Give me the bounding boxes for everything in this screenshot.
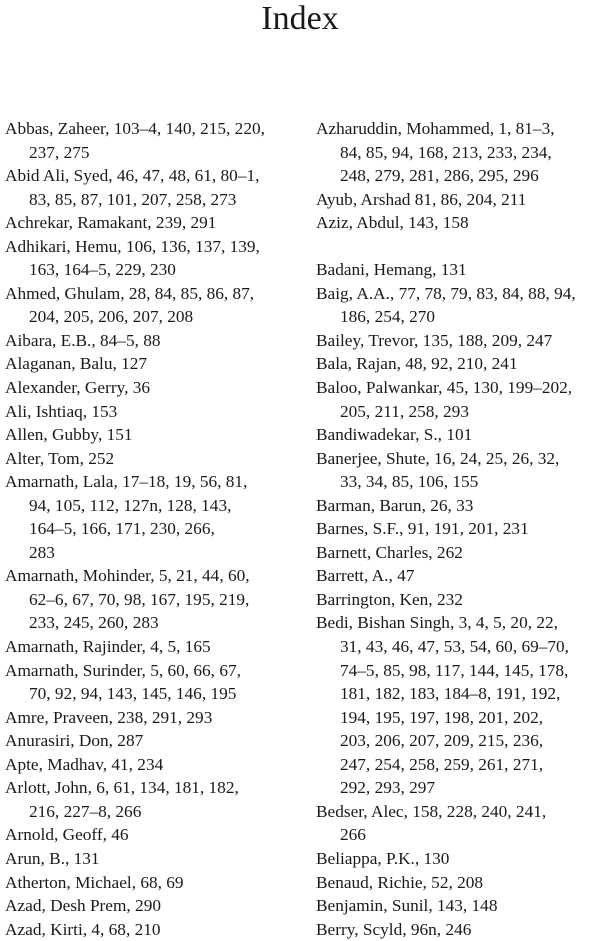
index-entry-continuation: 74–5, 85, 98, 117, 144, 145, 178, xyxy=(340,660,569,680)
index-entry-line: Barnett, Charles, 262 xyxy=(316,542,463,562)
index-entry-continuation: 205, 211, 258, 293 xyxy=(340,401,469,421)
index-entry xyxy=(5,918,297,941)
index-entry xyxy=(5,871,297,895)
index-entry-continuation: 70, 92, 94, 143, 145, 146, 195 xyxy=(29,684,237,704)
index-entry xyxy=(5,352,297,376)
index-entry-line: Apte, Madhav, 41, 234 xyxy=(5,754,164,774)
index-entry xyxy=(5,400,297,424)
index-entry-line: Barman, Barun, 26, 33 xyxy=(316,495,474,515)
index-entry-continuation: 186, 254, 270 xyxy=(340,307,436,327)
index-entry xyxy=(316,517,600,541)
index-entry xyxy=(316,588,600,612)
index-entry-line: Atherton, Michael, 68, 69 xyxy=(5,872,184,892)
index-entry xyxy=(5,470,297,564)
index-entry-line: Bandiwadekar, S., 101 xyxy=(316,425,473,445)
index-entry xyxy=(316,188,600,212)
index-column-right xyxy=(316,117,600,941)
index-entry-line: Aziz, Abdul, 143, 158 xyxy=(316,213,469,233)
index-entry-line: Baig, A.A., 77, 78, 79, 83, 84, 88, 94, xyxy=(316,283,576,303)
index-entry-line: Arnold, Geoff, 46 xyxy=(5,825,129,845)
index-entry-continuation: 283 xyxy=(29,542,55,562)
index-entry xyxy=(5,729,297,753)
index-entry xyxy=(5,117,297,164)
page-title: Index xyxy=(261,0,339,37)
index-entry-line: Beliappa, P.K., 130 xyxy=(316,848,450,868)
index-entry xyxy=(316,800,600,847)
index-entry-line: Allen, Gubby, 151 xyxy=(5,425,133,445)
index-entry xyxy=(5,894,297,918)
index-entry xyxy=(316,423,600,447)
index-entry xyxy=(316,894,600,918)
index-entry-line: Barrington, Ken, 232 xyxy=(316,589,463,609)
index-entry-line: Benaud, Richie, 52, 208 xyxy=(316,872,484,892)
index-entry xyxy=(316,847,600,871)
index-entry-line: Amre, Praveen, 238, 291, 293 xyxy=(5,707,213,727)
index-entry-line: Barrett, A., 47 xyxy=(316,566,415,586)
index-entry-line: Bedi, Bishan Singh, 3, 4, 5, 20, 22, xyxy=(316,613,558,633)
index-entry-line: Barnes, S.F., 91, 191, 201, 231 xyxy=(316,519,529,539)
index-entry-line: Anurasiri, Don, 287 xyxy=(5,731,144,751)
index-entry xyxy=(5,235,297,282)
index-entry xyxy=(5,282,297,329)
index-entry-line: Azad, Kirti, 4, 68, 210 xyxy=(5,919,161,939)
index-entry-continuation: 94, 105, 112, 127n, 128, 143, xyxy=(29,495,232,515)
index-entry xyxy=(316,329,600,353)
index-entry xyxy=(5,823,297,847)
index-entry-continuation: 84, 85, 94, 168, 213, 233, 234, xyxy=(340,142,552,162)
index-entry-continuation: 83, 85, 87, 101, 207, 258, 273 xyxy=(29,189,237,209)
index-entry-line: Abid Ali, Syed, 46, 47, 48, 61, 80–1, xyxy=(5,166,260,186)
index-entry xyxy=(5,635,297,659)
index-entry-line: Bailey, Trevor, 135, 188, 209, 247 xyxy=(316,330,553,350)
index-entry xyxy=(316,117,600,188)
index-entry-continuation: 248, 279, 281, 286, 295, 296 xyxy=(340,166,539,186)
index-entry xyxy=(5,847,297,871)
index-entry-line: Alexander, Gerry, 36 xyxy=(5,378,151,398)
index-entry xyxy=(5,423,297,447)
index-entry-line: Achrekar, Ramakant, 239, 291 xyxy=(5,213,217,233)
index-entry-line: Adhikari, Hemu, 106, 136, 137, 139, xyxy=(5,236,260,256)
index-entry-line: Amarnath, Mohinder, 5, 21, 44, 60, xyxy=(5,566,250,586)
index-entry xyxy=(5,164,297,211)
index-entry xyxy=(316,564,600,588)
index-entry-continuation: 204, 205, 206, 207, 208 xyxy=(29,307,194,327)
index-entry-line: Baloo, Palwankar, 45, 130, 199–202, xyxy=(316,378,573,398)
index-entry xyxy=(316,376,600,423)
index-entry xyxy=(5,776,297,823)
index-entry-continuation: 194, 195, 197, 198, 201, 202, xyxy=(340,707,544,727)
index-entry-line: Arlott, John, 6, 61, 134, 181, 182, xyxy=(5,778,239,798)
index-entry-continuation: 62–6, 67, 70, 98, 167, 195, 219, xyxy=(29,589,250,609)
index-entry xyxy=(5,659,297,706)
index-entry-line: Banerjee, Shute, 16, 24, 25, 26, 32, xyxy=(316,448,560,468)
index-entry-line: Alaganan, Balu, 127 xyxy=(5,354,148,374)
index-entry-line: Berry, Scyld, 96n, 246 xyxy=(316,919,472,939)
index-entry xyxy=(316,447,600,494)
index-entry-continuation: 292, 293, 297 xyxy=(340,778,436,798)
index-column-left xyxy=(5,117,297,941)
index-entry xyxy=(5,753,297,777)
index-entry xyxy=(316,611,600,799)
index-entry xyxy=(316,541,600,565)
index-entry xyxy=(316,282,600,329)
index-entry-line: Aibara, E.B., 84–5, 88 xyxy=(5,330,161,350)
index-entry-line: Amarnath, Rajinder, 4, 5, 165 xyxy=(5,637,211,657)
index-entry-line: Bala, Rajan, 48, 92, 210, 241 xyxy=(316,354,518,374)
index-entry-continuation: 163, 164–5, 229, 230 xyxy=(29,260,176,280)
index-entry xyxy=(5,447,297,471)
index-entry xyxy=(316,494,600,518)
index-entry xyxy=(316,871,600,895)
index-entry-continuation: 203, 206, 207, 209, 215, 236, xyxy=(340,731,544,751)
index-entry-continuation: 33, 34, 85, 106, 155 xyxy=(340,472,479,492)
index-entry xyxy=(5,211,297,235)
index-entry-line: Azharuddin, Mohammed, 1, 81–3, xyxy=(316,119,555,138)
index-entry-continuation: 181, 182, 183, 184–8, 191, 192, xyxy=(340,684,561,704)
index-entry-line: Ayub, Arshad 81, 86, 204, 211 xyxy=(316,189,527,209)
index-entry xyxy=(316,918,600,941)
index-entry xyxy=(316,258,600,282)
index-entry xyxy=(316,352,600,376)
index-entry-line: Ali, Ishtiaq, 153 xyxy=(5,401,118,421)
index-entry-line: Abbas, Zaheer, 103–4, 140, 215, 220, xyxy=(5,119,265,138)
index-entry xyxy=(5,564,297,635)
index-entry-line: Badani, Hemang, 131 xyxy=(316,260,467,280)
index-entry-continuation: 31, 43, 46, 47, 53, 54, 60, 69–70, xyxy=(340,637,569,657)
index-entry-continuation: 216, 227–8, 266 xyxy=(29,801,142,821)
index-entry-line: Alter, Tom, 252 xyxy=(5,448,115,468)
index-entry-line: Ahmed, Ghulam, 28, 84, 85, 86, 87, xyxy=(5,283,255,303)
index-entry-line: Benjamin, Sunil, 143, 148 xyxy=(316,896,498,916)
index-entry xyxy=(5,329,297,353)
index-entry xyxy=(316,211,600,235)
index-entry-continuation: 233, 245, 260, 283 xyxy=(29,613,159,633)
letter-section-gap xyxy=(316,235,600,259)
index-entry xyxy=(5,376,297,400)
index-entry xyxy=(5,706,297,730)
index-entry-continuation: 247, 254, 258, 259, 261, 271, xyxy=(340,754,544,774)
index-entry-line: Arun, B., 131 xyxy=(5,848,100,868)
index-entry-continuation: 164–5, 166, 171, 230, 266, xyxy=(29,519,215,539)
index-entry-line: Bedser, Alec, 158, 228, 240, 241, xyxy=(316,801,547,821)
index-entry-line: Azad, Desh Prem, 290 xyxy=(5,896,161,916)
index-entry-continuation: 237, 275 xyxy=(29,142,90,162)
index-entry-continuation: 266 xyxy=(340,825,366,845)
index-entry-line: Amarnath, Lala, 17–18, 19, 56, 81, xyxy=(5,472,248,492)
index-entry-line: Amarnath, Surinder, 5, 60, 66, 67, xyxy=(5,660,241,680)
